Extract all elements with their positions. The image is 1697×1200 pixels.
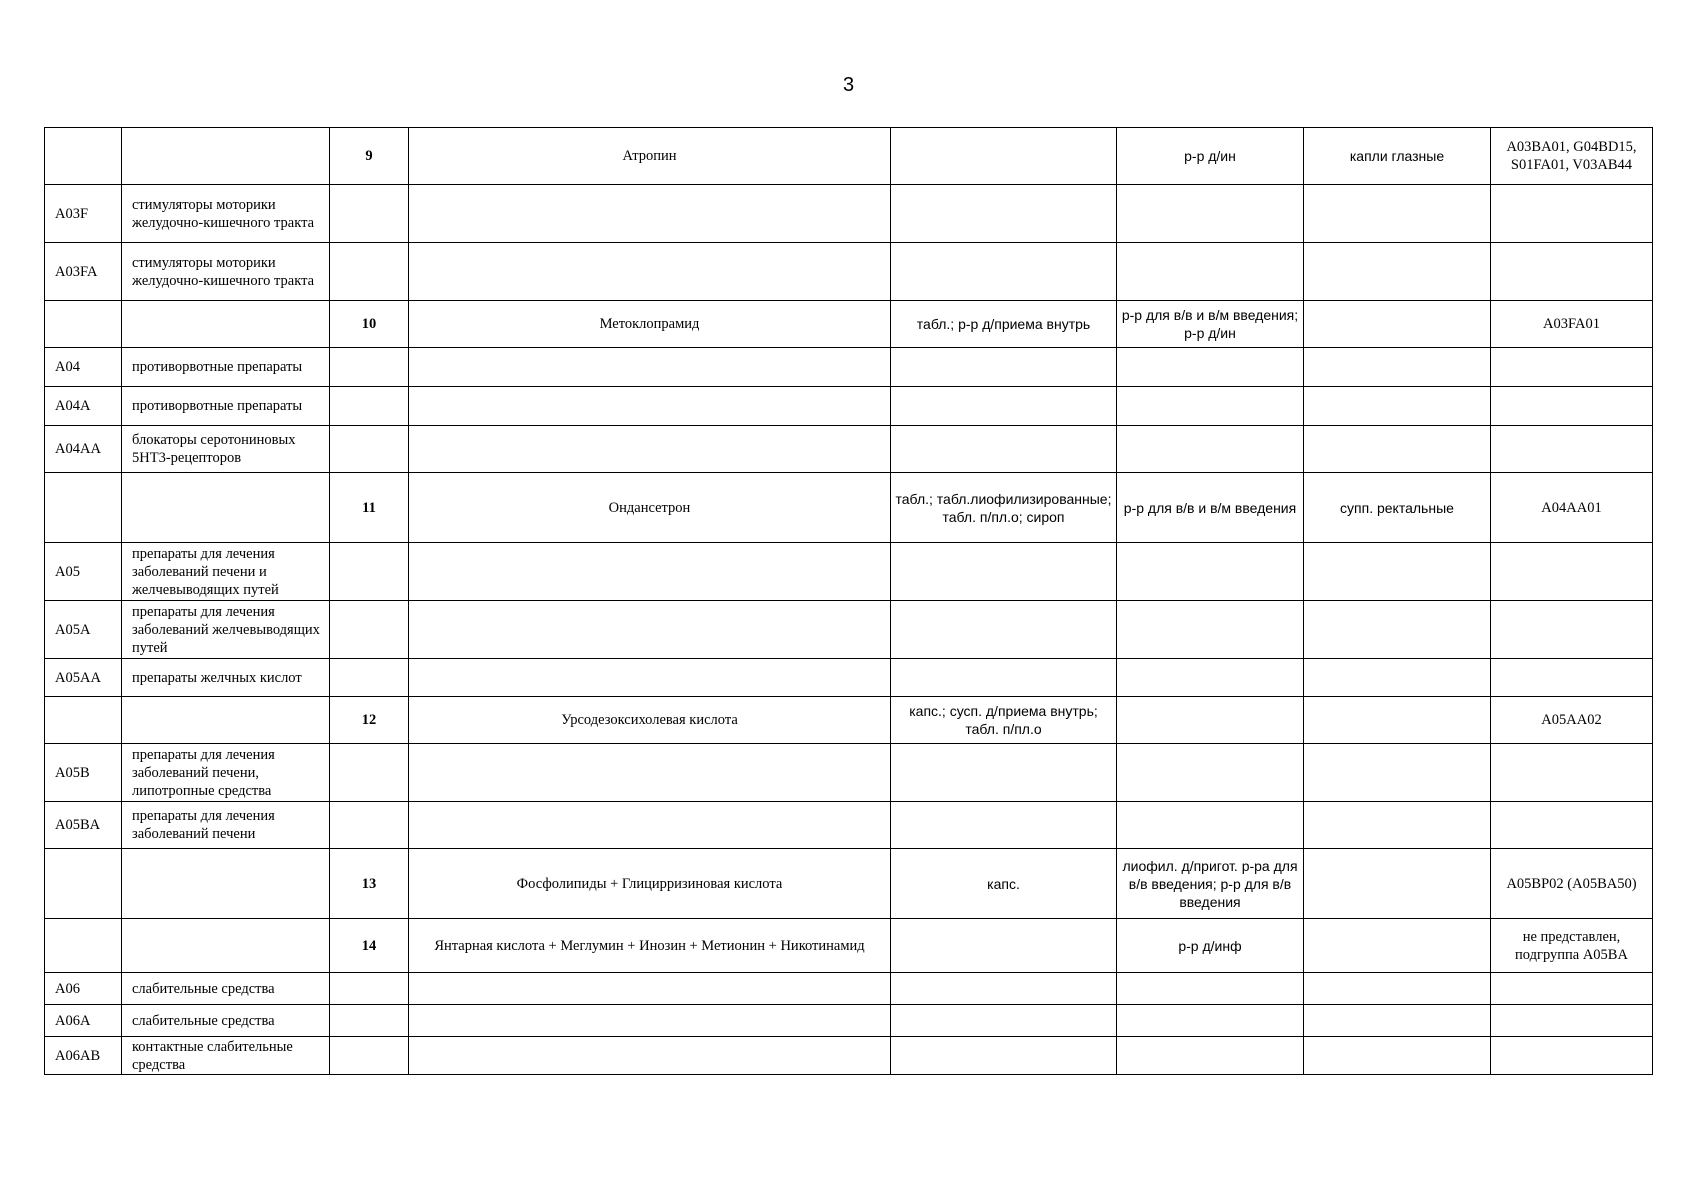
table-row: [45, 744, 1653, 802]
atc-group-name: [122, 473, 330, 543]
drug-name: [409, 185, 891, 243]
dosage-form-other: супп. ректальные: [1304, 473, 1491, 543]
atc-group-code: A03FA: [45, 243, 122, 301]
dosage-form-other: [1304, 243, 1491, 301]
dosage-form-injection: [1117, 243, 1304, 301]
atc-code: [1491, 387, 1653, 426]
dosage-form-oral: [891, 744, 1117, 802]
atc-group-code: A05B: [45, 744, 122, 802]
drug-name: [409, 426, 891, 473]
atc-group-name: контактные слабительные средства: [122, 1037, 330, 1075]
drug-number: 11: [330, 473, 409, 543]
table-row: [45, 802, 1653, 849]
dosage-form-injection: [1117, 387, 1304, 426]
dosage-form-oral: [891, 919, 1117, 973]
dosage-form-other: [1304, 348, 1491, 387]
table-row: [45, 473, 1653, 543]
drug-number: [330, 543, 409, 601]
dosage-form-injection: [1117, 1005, 1304, 1037]
atc-group-code: A03F: [45, 185, 122, 243]
drug-name: [409, 601, 891, 659]
drug-name: [409, 1037, 891, 1075]
drug-name: Урсодезоксихолевая кислота: [409, 697, 891, 744]
drug-number: [330, 1037, 409, 1075]
atc-group-code: A05A: [45, 601, 122, 659]
atc-group-code: A05BA: [45, 802, 122, 849]
atc-code: [1491, 744, 1653, 802]
dosage-form-other: [1304, 543, 1491, 601]
dosage-form-injection: [1117, 802, 1304, 849]
atc-code: [1491, 659, 1653, 697]
dosage-form-other: [1304, 601, 1491, 659]
atc-group-code: [45, 128, 122, 185]
atc-code: [1491, 601, 1653, 659]
table-row: [45, 659, 1653, 697]
table-row: [45, 543, 1653, 601]
atc-group-name: препараты для лечения заболеваний желчевыводящих путей: [122, 601, 330, 659]
dosage-form-injection: [1117, 348, 1304, 387]
dosage-form-other: [1304, 426, 1491, 473]
dosage-form-other: [1304, 301, 1491, 348]
dosage-form-oral: [891, 601, 1117, 659]
atc-code: [1491, 1005, 1653, 1037]
atc-group-name: препараты для лечения заболеваний печени: [122, 802, 330, 849]
atc-code: A03FA01: [1491, 301, 1653, 348]
dosage-form-oral: [891, 973, 1117, 1005]
dosage-form-injection: лиофил. д/пригот. р-ра для в/в введения; р-р для в/в введения: [1117, 849, 1304, 919]
dosage-form-oral: [891, 1037, 1117, 1075]
dosage-form-other: [1304, 659, 1491, 697]
dosage-form-injection: р-р для в/в и в/м введения; р-р д/ин: [1117, 301, 1304, 348]
atc-group-code: A04: [45, 348, 122, 387]
drug-number: [330, 348, 409, 387]
atc-group-name: [122, 697, 330, 744]
drug-name: [409, 243, 891, 301]
atc-group-name: [122, 849, 330, 919]
drug-number: 14: [330, 919, 409, 973]
drug-number: 12: [330, 697, 409, 744]
drug-number: [330, 744, 409, 802]
atc-group-code: A06AB: [45, 1037, 122, 1075]
dosage-form-other: [1304, 849, 1491, 919]
drug-number: [330, 601, 409, 659]
table-row: [45, 697, 1653, 744]
dosage-form-injection: [1117, 601, 1304, 659]
atc-code: [1491, 426, 1653, 473]
dosage-form-oral: [891, 348, 1117, 387]
dosage-form-other: [1304, 1037, 1491, 1075]
table-row: [45, 128, 1653, 185]
atc-code: A03BA01, G04BD15, S01FA01, V03AB44: [1491, 128, 1653, 185]
atc-group-name: стимуляторы моторики желудочно-кишечного тракта: [122, 243, 330, 301]
atc-group-name: стимуляторы моторики желудочно-кишечного тракта: [122, 185, 330, 243]
dosage-form-other: [1304, 973, 1491, 1005]
atc-group-code: A06: [45, 973, 122, 1005]
dosage-form-oral: [891, 1005, 1117, 1037]
dosage-form-injection: р-р д/инф: [1117, 919, 1304, 973]
table-row: [45, 348, 1653, 387]
table-row: [45, 919, 1653, 973]
drug-number: [330, 802, 409, 849]
table-row: [45, 185, 1653, 243]
dosage-form-other: [1304, 387, 1491, 426]
atc-group-code: [45, 301, 122, 348]
atc-code: [1491, 802, 1653, 849]
atc-code: A05BP02 (A05BA50): [1491, 849, 1653, 919]
atc-group-name: препараты для лечения заболеваний печени и желчевыводящих путей: [122, 543, 330, 601]
drug-name: [409, 973, 891, 1005]
dosage-form-injection: [1117, 973, 1304, 1005]
atc-code: A04AA01: [1491, 473, 1653, 543]
dosage-form-oral: табл.; р-р д/приема внутрь: [891, 301, 1117, 348]
atc-group-name: противорвотные препараты: [122, 348, 330, 387]
drug-number: [330, 973, 409, 1005]
dosage-form-other: [1304, 185, 1491, 243]
atc-code: не представлен, подгруппа A05BA: [1491, 919, 1653, 973]
atc-group-name: [122, 919, 330, 973]
drug-number: [330, 426, 409, 473]
drug-name: Атропин: [409, 128, 891, 185]
drug-name: [409, 802, 891, 849]
drug-name: Ондансетрон: [409, 473, 891, 543]
table-row: [45, 426, 1653, 473]
atc-group-code: [45, 919, 122, 973]
drug-number: 13: [330, 849, 409, 919]
dosage-form-injection: р-р д/ин: [1117, 128, 1304, 185]
dosage-form-oral: [891, 659, 1117, 697]
dosage-form-oral: [891, 802, 1117, 849]
dosage-form-injection: [1117, 185, 1304, 243]
drug-number: [330, 185, 409, 243]
dosage-form-oral: капс.; сусп. д/приема внутрь; табл. п/пл.о: [891, 697, 1117, 744]
atc-group-code: [45, 849, 122, 919]
atc-code: [1491, 973, 1653, 1005]
drug-name: Фосфолипиды + Глицирризиновая кислота: [409, 849, 891, 919]
dosage-form-other: [1304, 919, 1491, 973]
dosage-form-injection: [1117, 1037, 1304, 1075]
table-row: [45, 849, 1653, 919]
drug-number: 9: [330, 128, 409, 185]
drug-number: 10: [330, 301, 409, 348]
dosage-form-oral: [891, 128, 1117, 185]
page-number: 3: [842, 74, 855, 96]
drug-name: Янтарная кислота + Меглумин + Инозин + Метионин + Никотинамид: [409, 919, 891, 973]
table-row: [45, 243, 1653, 301]
drug-list-table: [44, 127, 1653, 1075]
atc-group-code: A04AA: [45, 426, 122, 473]
drug-name: [409, 659, 891, 697]
atc-group-name: слабительные средства: [122, 1005, 330, 1037]
atc-group-name: блокаторы серотониновых 5HT3-рецепторов: [122, 426, 330, 473]
atc-group-code: A05: [45, 543, 122, 601]
atc-group-code: A06A: [45, 1005, 122, 1037]
dosage-form-oral: [891, 426, 1117, 473]
drug-name: [409, 1005, 891, 1037]
dosage-form-oral: табл.; табл.лиофилизированные; табл. п/пл.о; сироп: [891, 473, 1117, 543]
atc-group-name: препараты для лечения заболеваний печени, липотропные средства: [122, 744, 330, 802]
drug-name: [409, 387, 891, 426]
dosage-form-oral: [891, 243, 1117, 301]
drug-name: Метоклопрамид: [409, 301, 891, 348]
atc-group-name: слабительные средства: [122, 973, 330, 1005]
dosage-form-injection: [1117, 744, 1304, 802]
drug-number: [330, 1005, 409, 1037]
dosage-form-injection: [1117, 659, 1304, 697]
atc-group-code: [45, 697, 122, 744]
dosage-form-other: [1304, 1005, 1491, 1037]
dosage-form-injection: [1117, 426, 1304, 473]
table-row: [45, 301, 1653, 348]
dosage-form-injection: р-р для в/в и в/м введения: [1117, 473, 1304, 543]
table-row: [45, 601, 1653, 659]
table-row: [45, 1037, 1653, 1075]
drug-number: [330, 659, 409, 697]
dosage-form-oral: [891, 543, 1117, 601]
dosage-form-oral: капс.: [891, 849, 1117, 919]
atc-group-name: противорвотные препараты: [122, 387, 330, 426]
drug-name: [409, 348, 891, 387]
atc-group-name: препараты желчных кислот: [122, 659, 330, 697]
atc-code: [1491, 185, 1653, 243]
drug-name: [409, 543, 891, 601]
drug-name: [409, 744, 891, 802]
atc-group-code: [45, 473, 122, 543]
atc-group-name: [122, 128, 330, 185]
table-row: [45, 387, 1653, 426]
dosage-form-oral: [891, 387, 1117, 426]
atc-code: [1491, 1037, 1653, 1075]
atc-code: [1491, 543, 1653, 601]
atc-group-code: A05AA: [45, 659, 122, 697]
atc-code: [1491, 243, 1653, 301]
dosage-form-other: [1304, 697, 1491, 744]
atc-group-name: [122, 301, 330, 348]
atc-code: [1491, 348, 1653, 387]
dosage-form-other: [1304, 744, 1491, 802]
dosage-form-injection: [1117, 697, 1304, 744]
dosage-form-other: [1304, 802, 1491, 849]
dosage-form-injection: [1117, 543, 1304, 601]
drug-number: [330, 243, 409, 301]
table-row: [45, 1005, 1653, 1037]
drug-number: [330, 387, 409, 426]
dosage-form-oral: [891, 185, 1117, 243]
dosage-form-other: капли глазные: [1304, 128, 1491, 185]
atc-code: A05AA02: [1491, 697, 1653, 744]
table-row: [45, 973, 1653, 1005]
atc-group-code: A04A: [45, 387, 122, 426]
